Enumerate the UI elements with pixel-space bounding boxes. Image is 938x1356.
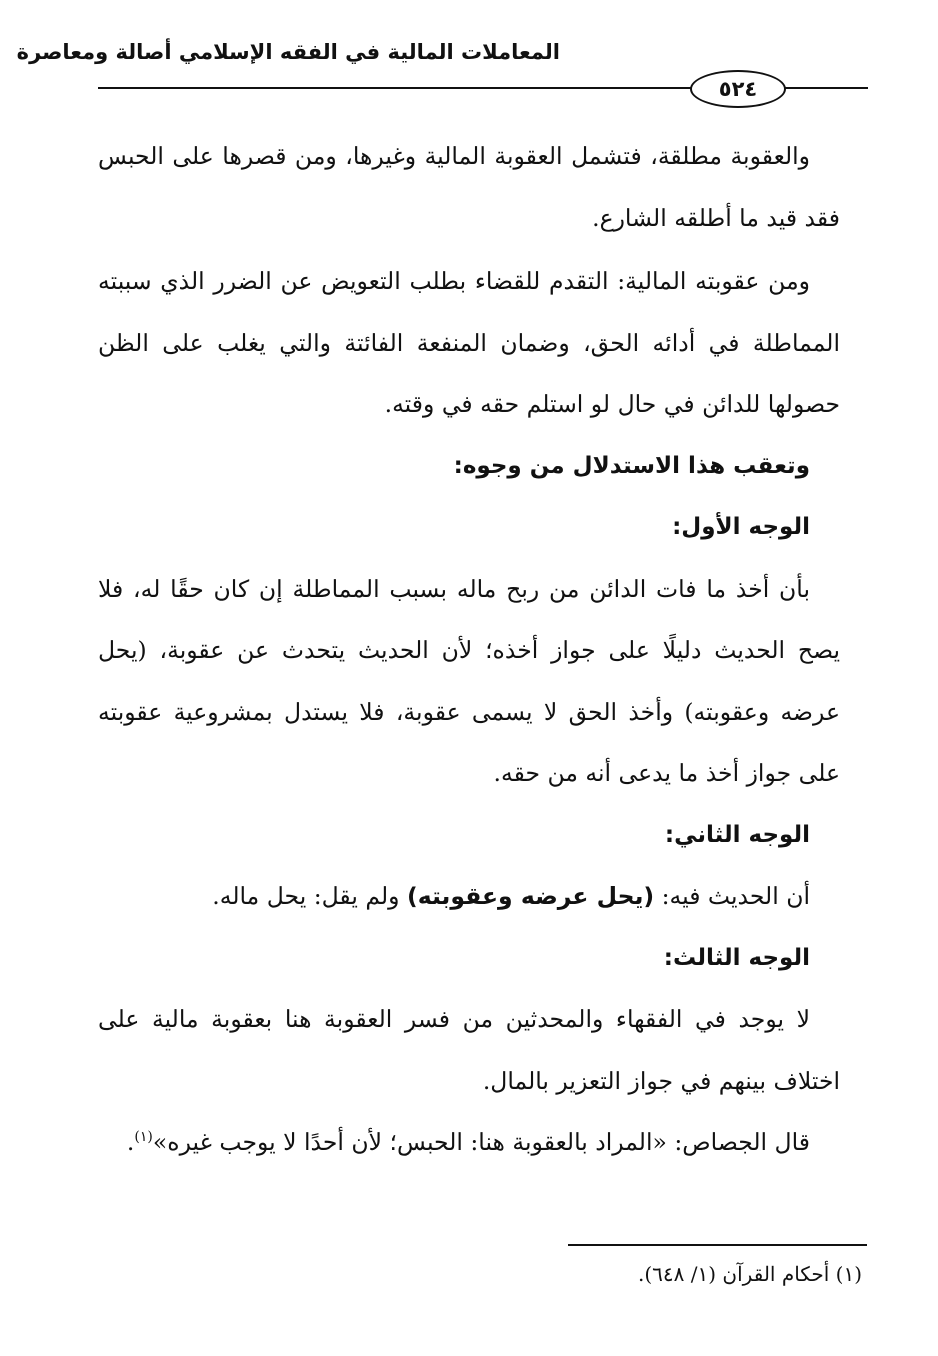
heading-objection-intro: وتعقب هذا الاستدلال من وجوه: [453, 452, 810, 479]
paragraph-2: ومن عقوبته المالية: التقدم للقضاء بطلب التعويض عن الضرر الذي سببته المماطلة في أدائه الحق، وضمان المنفعة الفائتة والتي يغلب على الظن حصولها للدائن في حال لو استلم حقه في وقته. [98, 267, 840, 418]
heading-first-aspect: الوجه الأول: [672, 514, 810, 540]
main-text [98, 126, 840, 1174]
paragraph-4-end: ولم يقل: يحل ماله. [212, 882, 407, 910]
heading-third-aspect: الوجه الثالث: [663, 944, 810, 971]
page-number: ٥٢٤ [690, 70, 786, 108]
footnote-1: (١) أحكام القرآن (١/ ٦٤٨). [638, 1262, 862, 1286]
paragraph-5: لا يوجد في الفقهاء والمحدثين من فسر العقوبة هنا بعقوبة مالية على اختلاف بينهم في جواز التعزير بالمال. [98, 1005, 840, 1095]
paragraph-3: بأن أخذ ما فات الدائن من ربح ماله بسبب المماطلة إن كان حقًا له، فلا يصح الحديث دليلًا على جواز أخذه؛ لأن الحديث يتحدث عن عقوبة، (يحل عرضه وعقوبته) وأخذ الحق لا يسمى عقوبة، فلا يستدل بمشروعية عقوبته على جواز أخذ ما يدعى أنه من حقه. [98, 574, 840, 787]
hadith-quote: (يحل عرضه وعقوبته) [406, 882, 655, 910]
footnote-reference: (١) [134, 1129, 153, 1146]
paragraph-1: والعقوبة مطلقة، فتشمل العقوبة المالية وغيرها، ومن قصرها على الحبس فقد قيد ما أطلقه الشارع. [98, 142, 840, 232]
jassas-quote: قال الجصاص: «المراد بالعقوبة هنا: الحبس؛ لأن أحدًا لا يوجب غيره» [152, 1128, 810, 1156]
heading-second-aspect: الوجه الثاني: [664, 821, 810, 848]
footnote-divider [568, 1244, 867, 1246]
paragraph-4-start: أن الحديث فيه: [654, 882, 810, 910]
paragraph-6 [98, 1112, 840, 1174]
paragraph-4 [98, 866, 840, 928]
paragraph-6-end: . [126, 1128, 135, 1156]
running-header-title: المعاملات المالية في الفقه الإسلامي أصالة ومعاصرة [16, 40, 560, 64]
